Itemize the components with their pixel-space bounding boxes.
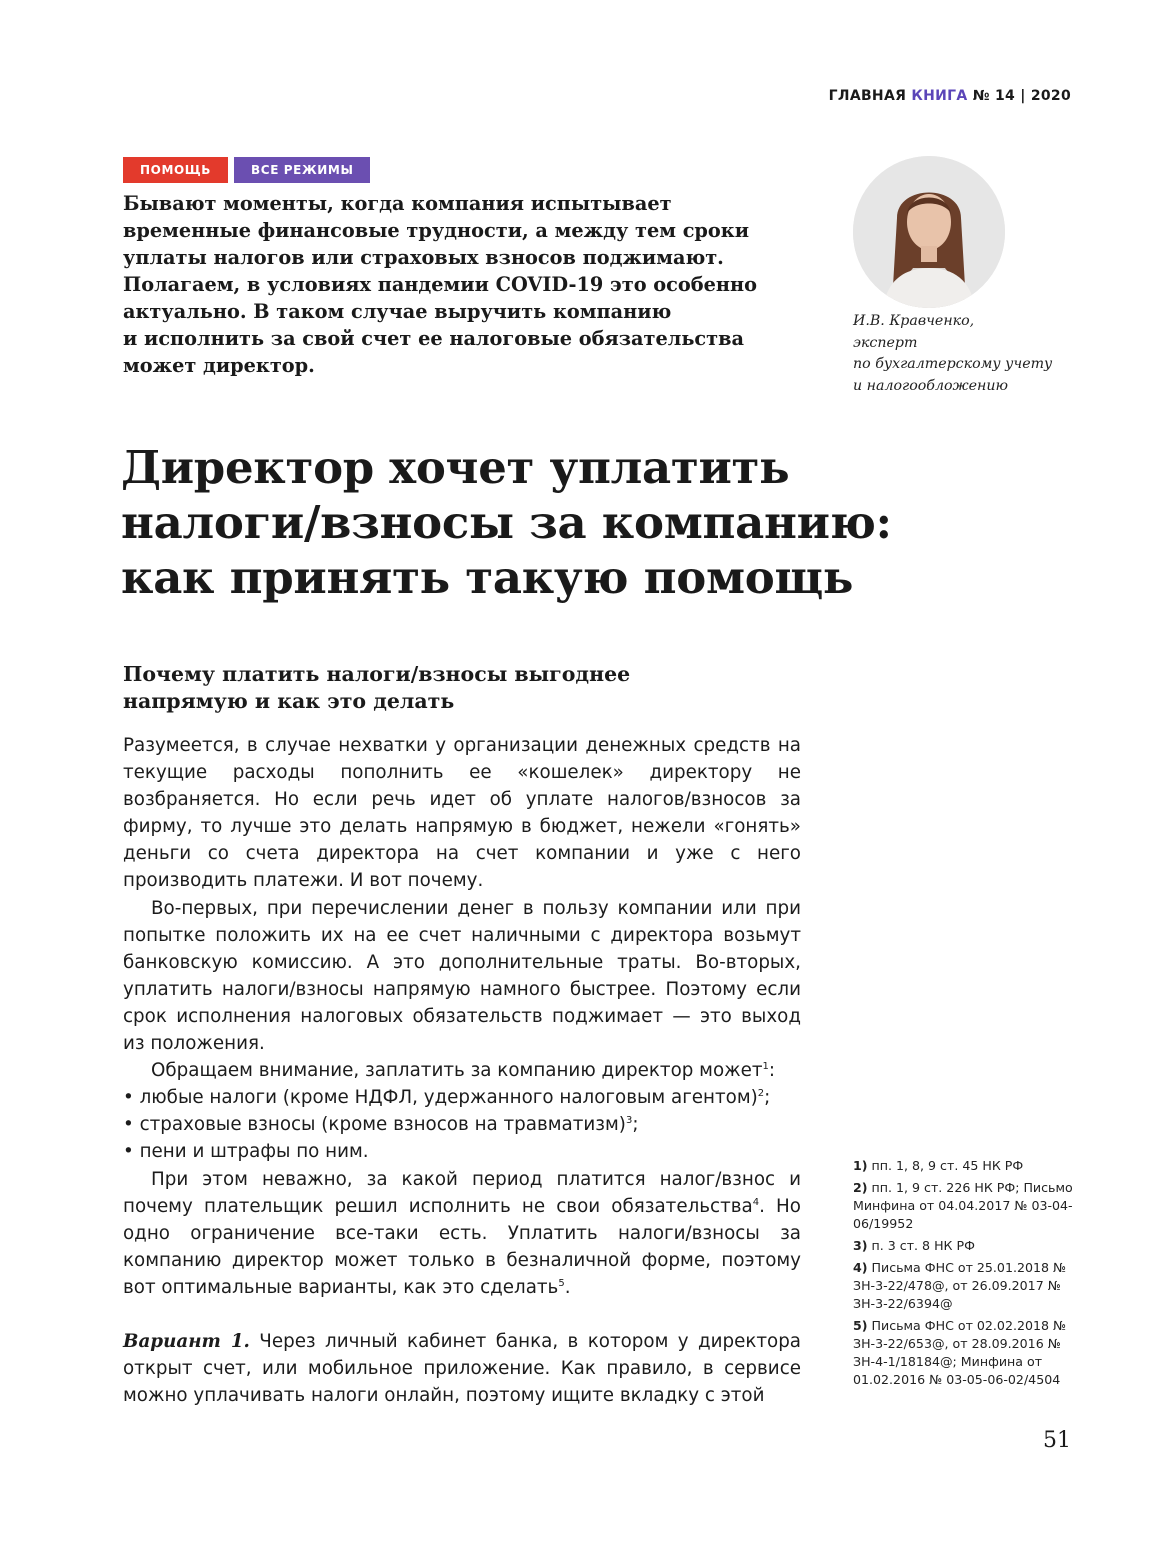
list-item-text: • любые налоги (кроме НДФЛ, удержанного налоговым агентом) xyxy=(123,1087,758,1109)
footnote-text: пп. 1, 9 ст. 226 НК РФ; Письмо Минфина от 04.04.2017 № 03-04-06/19952 xyxy=(853,1180,1073,1231)
paragraph-text: При этом неважно, за какой период платится налог/взнос и почему плательщик решил исполнить не свои обязательства xyxy=(123,1168,801,1217)
tag-all-regimes: ВСЕ РЕЖИМЫ xyxy=(234,157,370,183)
footnote-text: пп. 1, 8, 9 ст. 45 НК РФ xyxy=(867,1158,1024,1173)
lead-line: актуально. В таком случае выручить компанию xyxy=(123,300,672,323)
author-name: И.В. Кравченко, xyxy=(853,313,975,329)
footnote-ref: 4 xyxy=(752,1196,760,1208)
punctuation: ; xyxy=(632,1114,639,1136)
footnote-text: Письма ФНС от 25.01.2018 № ЗН-3-22/478@, от 26.09.2017 № ЗН-3-22/6394@ xyxy=(853,1260,1067,1311)
footnote-number: 5) xyxy=(853,1318,868,1333)
author-role: и налогообложению xyxy=(853,377,1009,394)
footnote-text: п. 3 ст. 8 НК РФ xyxy=(867,1238,975,1253)
footnote xyxy=(853,1179,1083,1233)
list-item-text: • страховые взносы (кроме взносов на травматизм) xyxy=(123,1114,626,1136)
footnote xyxy=(853,1157,1083,1175)
footnote-number: 2) xyxy=(853,1180,868,1195)
author-photo xyxy=(853,156,1005,308)
lead-line: Бывают моменты, когда компания испытывает xyxy=(123,192,672,215)
title-line: Директор хочет уплатить xyxy=(121,441,790,494)
footnote-ref: 2 xyxy=(757,1088,765,1100)
footnote-number: 3) xyxy=(853,1238,868,1253)
subhead-line: напрямую и как это делать xyxy=(123,689,455,713)
paragraph-text: . Но одно ограничение все-таки есть. Уплатить налоги/взносы за компанию директор может только в безналичной форме, поэтому вот оптимальные варианты, как это сделать xyxy=(123,1195,801,1298)
list-item xyxy=(123,1084,801,1111)
variant-text: Через личный кабинет банка, в котором у директора открыт счет, или мобильное приложение. Как правило, в сервисе можно уплачивать налоги онлайн, поэтому ищите вкладку с этой xyxy=(123,1330,802,1407)
list-item: • пени и штрафы по ним. xyxy=(123,1141,369,1163)
paragraph-text: Обращаем внимание, заплатить за компанию директор может xyxy=(151,1060,763,1082)
article-body xyxy=(123,732,801,1409)
punctuation: : xyxy=(768,1060,776,1082)
title-line: как принять такую помощь xyxy=(121,551,854,604)
lead-line: Полагаем, в условиях пандемии COVID-19 это особенно xyxy=(123,273,757,296)
section-heading xyxy=(123,661,803,715)
footnote xyxy=(853,1237,1083,1255)
footnote-ref: 3 xyxy=(625,1115,633,1127)
variant-paragraph xyxy=(123,1328,801,1409)
lead-line: может директор. xyxy=(123,354,315,377)
lead-line: временные финансовые трудности, а между тем сроки xyxy=(123,219,750,242)
lead-paragraph xyxy=(123,190,803,379)
brand-accent: КНИГА xyxy=(911,88,968,104)
footnote-number: 1) xyxy=(853,1158,868,1173)
body-paragraph: Во-первых, при перечислении денег в пользу компании или при попытке положить их на ее счет наличными с директора возьмут банковскую комиссию. А это дополнительные траты. Во-вторых, уплатить налоги/взносы напрямую намного быстрее. Поэтому если срок исполнения налоговых обязательств поджимает — это выход из положения. xyxy=(123,897,801,1055)
footnotes xyxy=(853,1157,1083,1393)
author-role: по бухгалтерскому учету xyxy=(853,356,1053,372)
punctuation: . xyxy=(564,1276,571,1298)
body-paragraph: Разумеется, в случае нехватки у организации денежных средств на текущие расходы пополнить ее «кошелек» директору не возбраняется. Но если речь идет об уплате налогов/взносов за фирму, то лучше это делать напрямую в бюджет, нежели «гонять» деньги со счета директора на счет компании и уже с него производить платежи. И вот почему. xyxy=(123,735,801,892)
footnote xyxy=(853,1259,1083,1313)
footnote-number: 4) xyxy=(853,1260,868,1275)
title-line: налоги/взносы за компанию: xyxy=(121,496,892,549)
rubric-tags xyxy=(123,157,370,183)
footnote xyxy=(853,1317,1083,1389)
tag-help: ПОМОЩЬ xyxy=(123,157,228,183)
body-paragraph xyxy=(123,1057,801,1084)
issue-number: № 14 | 2020 xyxy=(967,88,1071,104)
body-paragraph xyxy=(123,1166,801,1301)
variant-label: Вариант 1. xyxy=(123,1330,250,1352)
author-portrait-image xyxy=(853,156,1005,308)
punctuation: ; xyxy=(764,1087,771,1109)
footnote-ref: 5 xyxy=(558,1277,565,1289)
list-item xyxy=(123,1111,801,1138)
lead-line: уплаты налогов или страховых взносов поджимают. xyxy=(123,246,724,269)
page-number: 51 xyxy=(1043,1428,1071,1453)
footnote-ref: 1 xyxy=(762,1061,769,1073)
footnote-text: Письма ФНС от 02.02.2018 № ЗН-3-22/653@, от 28.09.2016 № ЗН-4-1/18184@; Минфина от 01.02.2016 № 03-05-06-02/4504 xyxy=(853,1318,1067,1387)
running-header xyxy=(829,88,1071,104)
brand-name: ГЛАВНАЯ xyxy=(828,88,912,104)
lead-line: и исполнить за свой счет ее налоговые обязательства xyxy=(123,327,745,350)
subhead-line: Почему платить налоги/взносы выгоднее xyxy=(123,662,631,686)
author-caption xyxy=(853,311,1073,397)
author-role: эксперт xyxy=(853,334,918,351)
article-title xyxy=(121,440,1061,605)
